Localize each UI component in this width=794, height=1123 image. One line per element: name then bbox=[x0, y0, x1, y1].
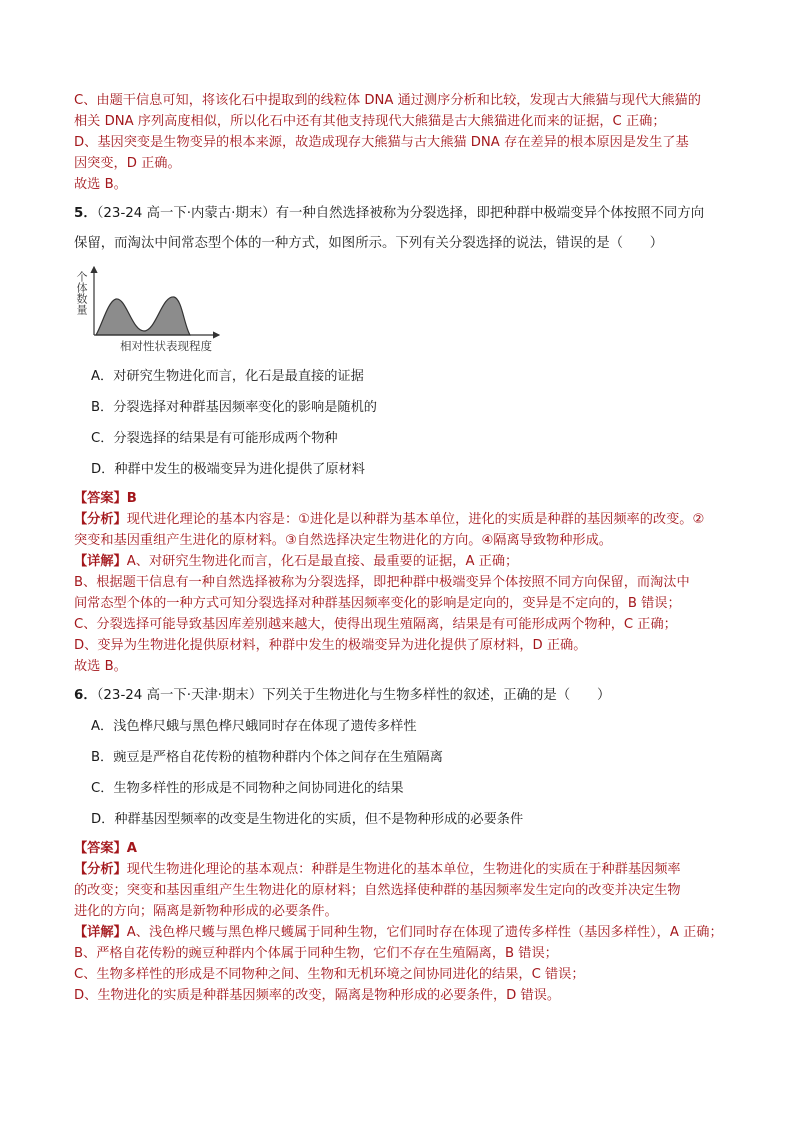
document-page bbox=[74, 90, 734, 1006]
detail-text: A、浅色桦尺蠖与黑色桦尺蠖属于同种生物，它们同时存在体现了遗传多样性（基因多样性），A 正确； bbox=[126, 925, 723, 940]
q4-tail-line: C、由题干信息可知，将该化石中提取到的线粒体 DNA 通过测序分析和比较，发现古大熊猫与现代大熊猫的 bbox=[74, 93, 701, 108]
q6-source: （23-24 高一下·天津·期末） bbox=[96, 688, 263, 703]
q6-analysis bbox=[74, 859, 734, 880]
analysis-tag: 【分析】 bbox=[74, 862, 127, 877]
q5-option-d: D．种群中发生的极端变异为进化提供了原材料 bbox=[91, 462, 365, 477]
q4-tail-line: 相关 DNA 序列高度相似，所以化石中还有其他支持现代大熊猫是古大熊猫进化而来的证据，C 正确； bbox=[74, 114, 666, 129]
q4-tail-line: D、基因突变是生物变异的根本来源，故造成现存大熊猫与古大熊猫 DNA 存在差异的根本原因是发生了基 bbox=[74, 135, 689, 150]
q6-detail bbox=[74, 922, 734, 943]
q5-option-c: C．分裂选择的结果是有可能形成两个物种 bbox=[91, 431, 338, 446]
q5-figure bbox=[74, 265, 234, 357]
q5-detail-line: 故选 B。 bbox=[74, 659, 127, 674]
q5-stem-continued: 保留，而淘汰中间常态型个体的一种方式，如图所示。下列有关分裂选择的说法，错误的是（ ） bbox=[74, 236, 664, 251]
detail-text: A、对研究生物进化而言，化石是最直接、最重要的证据，A 正确； bbox=[126, 554, 519, 569]
q5-detail bbox=[74, 551, 734, 572]
q4-explanation-tail bbox=[74, 90, 734, 195]
detail-tag: 【详解】 bbox=[74, 925, 127, 940]
q4-tail-line: 故选 B。 bbox=[74, 177, 127, 192]
q6-detail-line: B、严格自花传粉的豌豆种群内个体属于同种生物，它们不存在生殖隔离，B 错误； bbox=[74, 946, 558, 961]
q6-option-d: D．种群基因型频率的改变是生物进化的实质，但不是物种形成的必要条件 bbox=[91, 812, 524, 827]
answer-value: B bbox=[126, 491, 137, 506]
analysis-tag: 【分析】 bbox=[74, 512, 127, 527]
q6-option-c: C．生物多样性的形成是不同物种之间协同进化的结果 bbox=[91, 781, 404, 796]
analysis-text: 现代生物进化理论的基本观点：种群是生物进化的基本单位，生物进化的实质在于种群基因频率 bbox=[126, 862, 681, 877]
q5-detail-line: B、根据题干信息有一种自然选择被称为分裂选择，即把种群中极端变异个体按照不同方向保留，而淘汰中 bbox=[74, 575, 690, 590]
q5-answer bbox=[74, 488, 734, 509]
analysis-text: 现代进化理论的基本内容是：①进化是以种群为基本单位，进化的实质是种群的基因频率的改变。② bbox=[126, 512, 705, 527]
x-axis-label: 相对性状表现程度 bbox=[120, 339, 212, 353]
q6-stem bbox=[74, 681, 734, 711]
y-axis-label: 个体数量 bbox=[75, 271, 88, 315]
answer-value: A bbox=[126, 841, 137, 856]
answer-tag: 【答案】 bbox=[74, 491, 127, 506]
q5-detail-line: 间常态型个体的一种方式可知分裂选择对种群基因频率变化的影响是定向的，变异是不定向的，B 错误； bbox=[74, 596, 681, 611]
q6-option-b: B．豌豆是严格自花传粉的植物种群内个体之间存在生殖隔离 bbox=[91, 750, 443, 765]
q5-option-b: B．分裂选择对种群基因频率变化的影响是随机的 bbox=[91, 400, 377, 415]
q5-stem bbox=[74, 199, 734, 229]
q6-analysis-line: 进化的方向；隔离是新物种形成的必要条件。 bbox=[74, 904, 338, 919]
detail-tag: 【详解】 bbox=[74, 554, 127, 569]
answer-tag: 【答案】 bbox=[74, 841, 127, 856]
q6-detail-line: C、生物多样性的形成是不同物种之间、生物和无机环境之间协同进化的结果，C 错误； bbox=[74, 967, 585, 982]
q6-option-a: A．浅色桦尺蛾与黑色桦尺蛾同时存在体现了遗传多样性 bbox=[91, 719, 417, 734]
q6-answer bbox=[74, 838, 734, 859]
q4-tail-line: 因突变，D 正确。 bbox=[74, 156, 181, 171]
q5-option-a: A．对研究生物进化而言，化石是最直接的证据 bbox=[91, 369, 364, 384]
q5-stem-text: 有一种自然选择被称为分裂选择，即把种群中极端变异个体按照不同方向 bbox=[275, 206, 705, 221]
q6-analysis-line: 的改变；突变和基因重组产生生物进化的原材料；自然选择使种群的基因频率发生定向的改变并决定生物 bbox=[74, 883, 681, 898]
q6-stem-text: 下列关于生物进化与生物多样性的叙述，正确的是（ ） bbox=[262, 688, 611, 703]
q6-detail-line: D、生物进化的实质是种群基因频率的改变，隔离是物种形成的必要条件，D 错误。 bbox=[74, 988, 561, 1003]
distribution-curve bbox=[96, 297, 190, 335]
q5-analysis-line: 突变和基因重组产生进化的原材料。③自然选择决定生物进化的方向。④隔离导致物种形成。 bbox=[74, 533, 612, 548]
q5-detail-line: D、变异为生物进化提供原材料，种群中发生的极端变异为进化提供了原材料，D 正确。 bbox=[74, 638, 587, 653]
q5-number: 5． bbox=[74, 206, 97, 221]
q6-number: 6． bbox=[74, 688, 97, 703]
q5-detail-line: C、分裂选择可能导致基因库差别越来越大，使得出现生殖隔离，结果是有可能形成两个物种，C 正确； bbox=[74, 617, 677, 632]
question-5 bbox=[74, 199, 734, 677]
q5-analysis bbox=[74, 509, 734, 530]
question-6 bbox=[74, 681, 734, 1006]
q5-source: （23-24 高一下·内蒙古·期末） bbox=[96, 206, 276, 221]
